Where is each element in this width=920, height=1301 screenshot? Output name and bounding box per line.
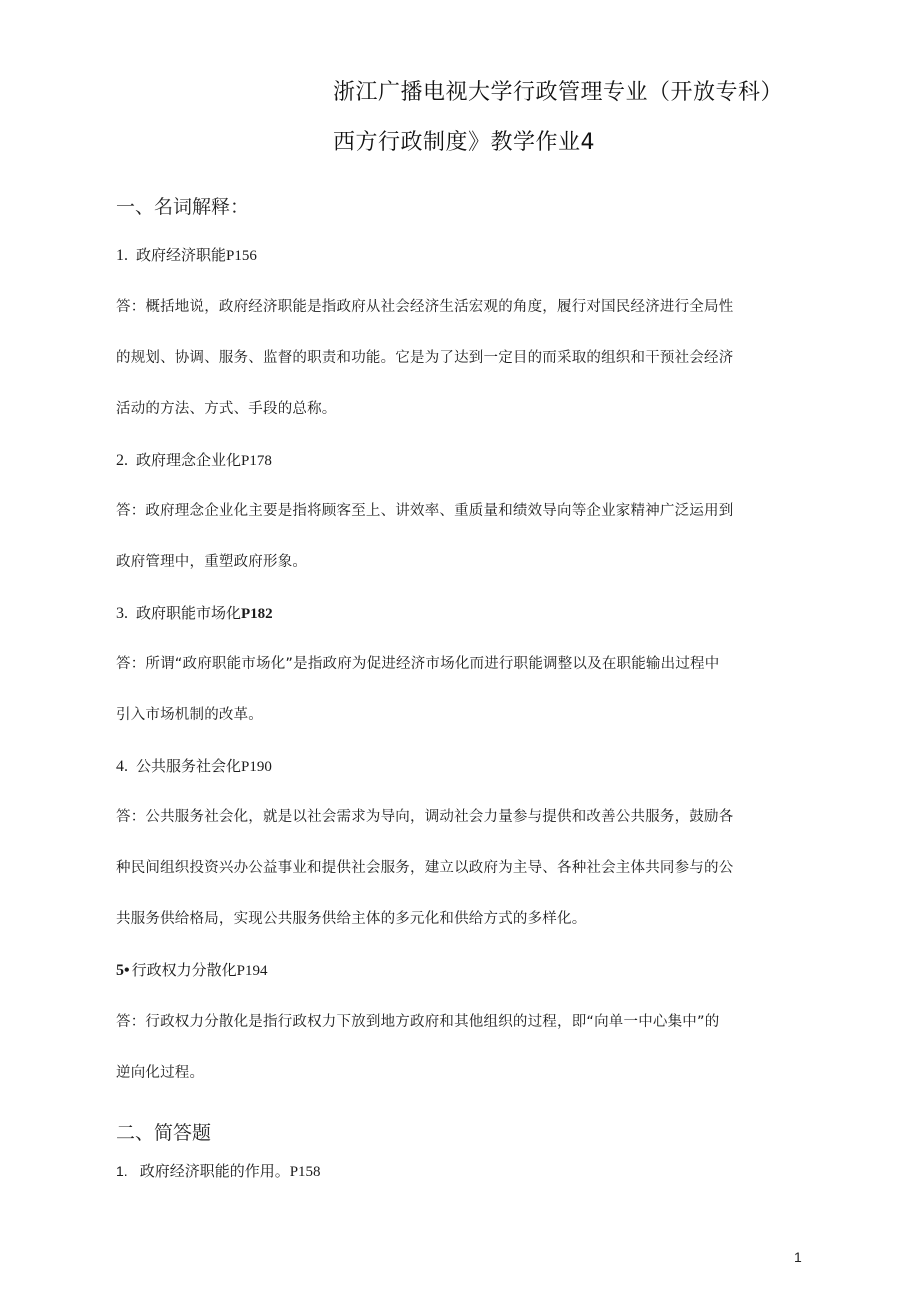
term-heading-1 — [116, 248, 257, 264]
answer-line: 逆向化过程。 — [116, 1065, 205, 1081]
term-page-ref: P194 — [236, 963, 268, 979]
term-number: 2. — [116, 452, 128, 469]
answer-line: 答：行政权力分散化是指行政权力下放到地方政府和其他组织的过程，即“向单一中心集中”的 — [116, 1014, 720, 1030]
term-label: 政府职能市场化 — [136, 604, 242, 622]
term-page-ref: P182 — [241, 606, 273, 622]
term-page-ref: P178 — [241, 453, 272, 469]
answer-line: 的规划、协调、服务、监督的职责和功能。它是为了达到一定目的而采取的组织和干预社会经济 — [116, 350, 734, 366]
term-heading-5 — [116, 963, 267, 979]
term-page-ref: P156 — [226, 248, 257, 264]
question-label: 政府经济职能的作用。 — [139, 1162, 290, 1180]
page-number: 1 — [794, 1249, 802, 1265]
term-label: 政府理念企业化 — [136, 451, 242, 469]
section-heading-definitions: 一、名词解释： — [116, 196, 250, 218]
answer-line: 答：公共服务社会化，就是以社会需求为导向，调动社会力量参与提供和改善公共服务，鼓励各 — [116, 809, 734, 825]
term-label: 行政权力分散化 — [131, 961, 237, 979]
term-number: 3. — [116, 605, 128, 622]
question-heading-1 — [116, 1164, 321, 1180]
term-label: 政府经济职能 — [136, 246, 227, 264]
document-title-line1: 浙江广播电视大学行政管理专业（开放专科） — [333, 80, 784, 105]
term-heading-4 — [116, 759, 272, 775]
term-heading-3 — [116, 606, 273, 622]
term-heading-2 — [116, 453, 272, 469]
answer-line: 政府管理中，重塑政府形象。 — [116, 554, 308, 570]
question-page-ref: P158 — [289, 1164, 321, 1180]
document-title-line2: 西方行政制度》教学作业4 — [333, 130, 595, 155]
answer-line: 答：政府理念企业化主要是指将顾客至上、讲效率、重质量和绩效导向等企业家精神广泛运用到 — [116, 503, 734, 519]
answer-line: 答：概括地说，政府经济职能是指政府从社会经济生活宏观的角度，履行对国民经济进行全局性 — [116, 299, 734, 315]
term-number: 1. — [116, 247, 128, 264]
term-label: 公共服务社会化 — [136, 757, 242, 775]
term-number: 5• — [116, 962, 130, 979]
term-number: 4. — [116, 758, 128, 775]
answer-line: 答：所谓“政府职能市场化”是指政府为促进经济市场化而进行职能调整以及在职能输出过程中 — [116, 656, 720, 672]
answer-line: 共服务供给格局，实现公共服务供给主体的多元化和供给方式的多样化。 — [116, 911, 587, 927]
question-number: 1. — [116, 1163, 128, 1179]
answer-line: 引入市场机制的改革。 — [116, 707, 263, 723]
answer-line: 种民间组织投资兴办公益事业和提供社会服务，建立以政府为主导、各种社会主体共同参与的公 — [116, 860, 734, 876]
term-page-ref: P190 — [241, 759, 272, 775]
answer-line: 活动的方法、方式、手段的总称。 — [116, 401, 337, 417]
section-heading-short-answer: 二、简答题 — [116, 1122, 212, 1144]
